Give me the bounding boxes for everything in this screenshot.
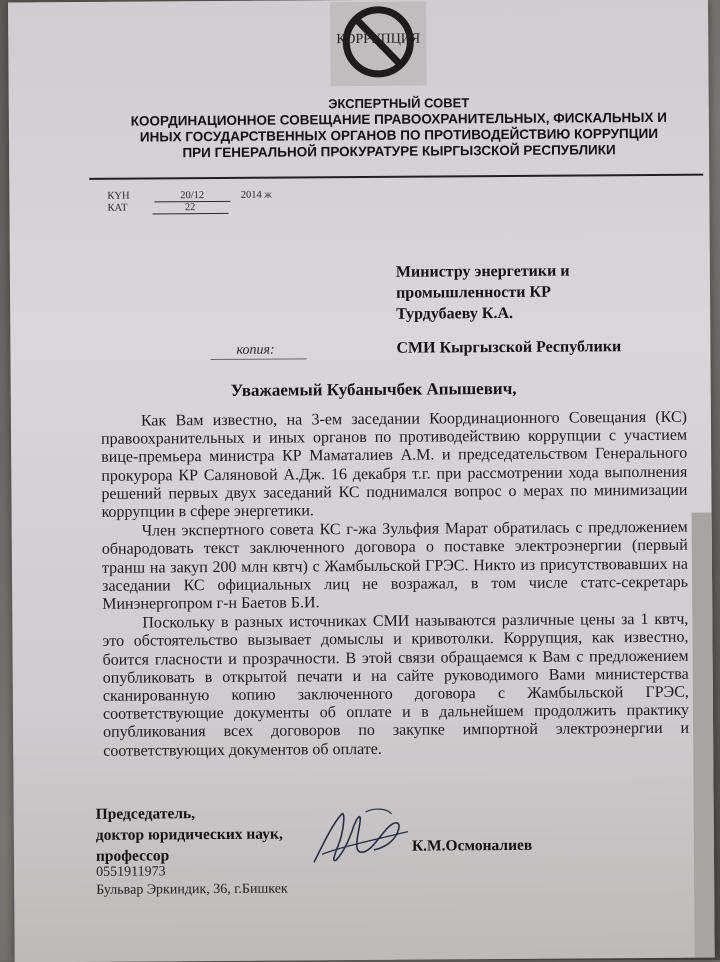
handwritten-signature	[304, 802, 414, 875]
copy-recipient: СМИ Кыргызской Республики	[396, 338, 622, 357]
contact-block	[96, 863, 288, 900]
letter-body	[101, 409, 689, 762]
number-field	[107, 202, 228, 215]
phone-number: 0551911973	[96, 864, 166, 880]
header-line-3: ИНЫХ ГОСУДАРСТВЕННЫХ ОРГАНОВ ПО ПРОТИВОДЕЙСТВИЮ КОРРУПЦИИ	[139, 125, 659, 145]
organization-header	[109, 94, 689, 162]
letter-page	[8, 0, 715, 962]
date-value: 20/12	[154, 190, 230, 203]
number-label: КАТ	[107, 202, 128, 214]
number-value: 22	[152, 202, 228, 215]
header-line-1: ЭКСПЕРТНЫЙ СОВЕТ	[328, 95, 470, 112]
addressee-line-2: промышленности КР	[395, 283, 551, 302]
anti-corruption-logo	[330, 2, 427, 87]
body-paragraph-2: Член экспертного совета КС г-жа Зульфия Марат обратилась с предложением обнародовать текст заключенного договора о поставке электроэнергии (первый транш на закуп 200 млн квтч) с Жамбыльской ГРЭС. Никто из присутствовавших на заседании КС официальных лиц не возражал, в том числе статс-секретарь Минэнергопром г-н Баетов Б.И.	[101, 518, 689, 613]
signer-line-1: Председатель,	[95, 805, 196, 823]
header-line-4: ПРИ ГЕНЕРАЛЬНОЙ ПРОКУРАТУРЕ КЫРГЫЗСКОЙ РЕСПУБЛИКИ	[182, 142, 616, 161]
logo-word: КОРРУПЦИЯ	[336, 31, 421, 48]
date-field	[107, 190, 271, 203]
salutation: Уважаемый Кубанычбек Апышевич,	[230, 378, 517, 400]
header-line-2: КООРДИНАЦИОННОЕ СОВЕЩАНИЕ ПРАВООХРАНИТЕЛЬНЫХ, ФИСКАЛЬНЫХ И	[130, 109, 668, 129]
page-fold-edge	[692, 513, 715, 958]
copy-label: копия:	[236, 342, 275, 358]
addressee-line-3: Турдубаеву К.А.	[396, 304, 514, 323]
body-paragraph-3: Поскольку в разных источниках СМИ называются различные цены за 1 квтч, это обстоятельство вызывает домыслы и кривотолки. Коррупция, как известно, боится гласности и прозрачности. В этой связи обращаемся к Вам с предложением опубликовать в открытой печати и на сайте руководимого Вами министерства сканированную копию заключенного договора с Жамбыльской ГРЭС, соответствующие документы об оплате и в дальнейшем продолжить практику опубликования всех договоров по закупке импортной электроэнергии и соответствующих документов об оплате.	[102, 610, 690, 760]
year-value: 2014 ж	[240, 189, 272, 201]
addressee-line-1: Министру энергетики и	[395, 262, 570, 281]
postal-address: Бульвар Эркиндик, 36, г.Бишкек	[96, 881, 288, 898]
date-label: КҮН	[107, 190, 130, 202]
signer-title-block	[96, 803, 283, 867]
signer-name: К.М.Осмоналиев	[411, 836, 533, 855]
signer-line-3: профессор	[95, 847, 170, 865]
addressee-block	[396, 260, 696, 325]
copy-underline	[211, 358, 307, 360]
header-divider	[89, 174, 703, 180]
body-paragraph-1: Как Вам известно, на 3-ем заседании Координационного Совещания (КС) правоохранительных и иных органов по противодействию коррупции с участием вице-премьера министра КР Маматалиев А.М. и председательством Генерального прокурора КР Саляновой А.Дж. 16 декабря т.г. при рассмотрении хода выполнения решений первых двух заседаний КС поднимался вопрос о мерах по минимизации коррупции в сфере энергетики.	[101, 408, 688, 521]
signer-line-2: доктор юридических наук,	[95, 825, 283, 844]
